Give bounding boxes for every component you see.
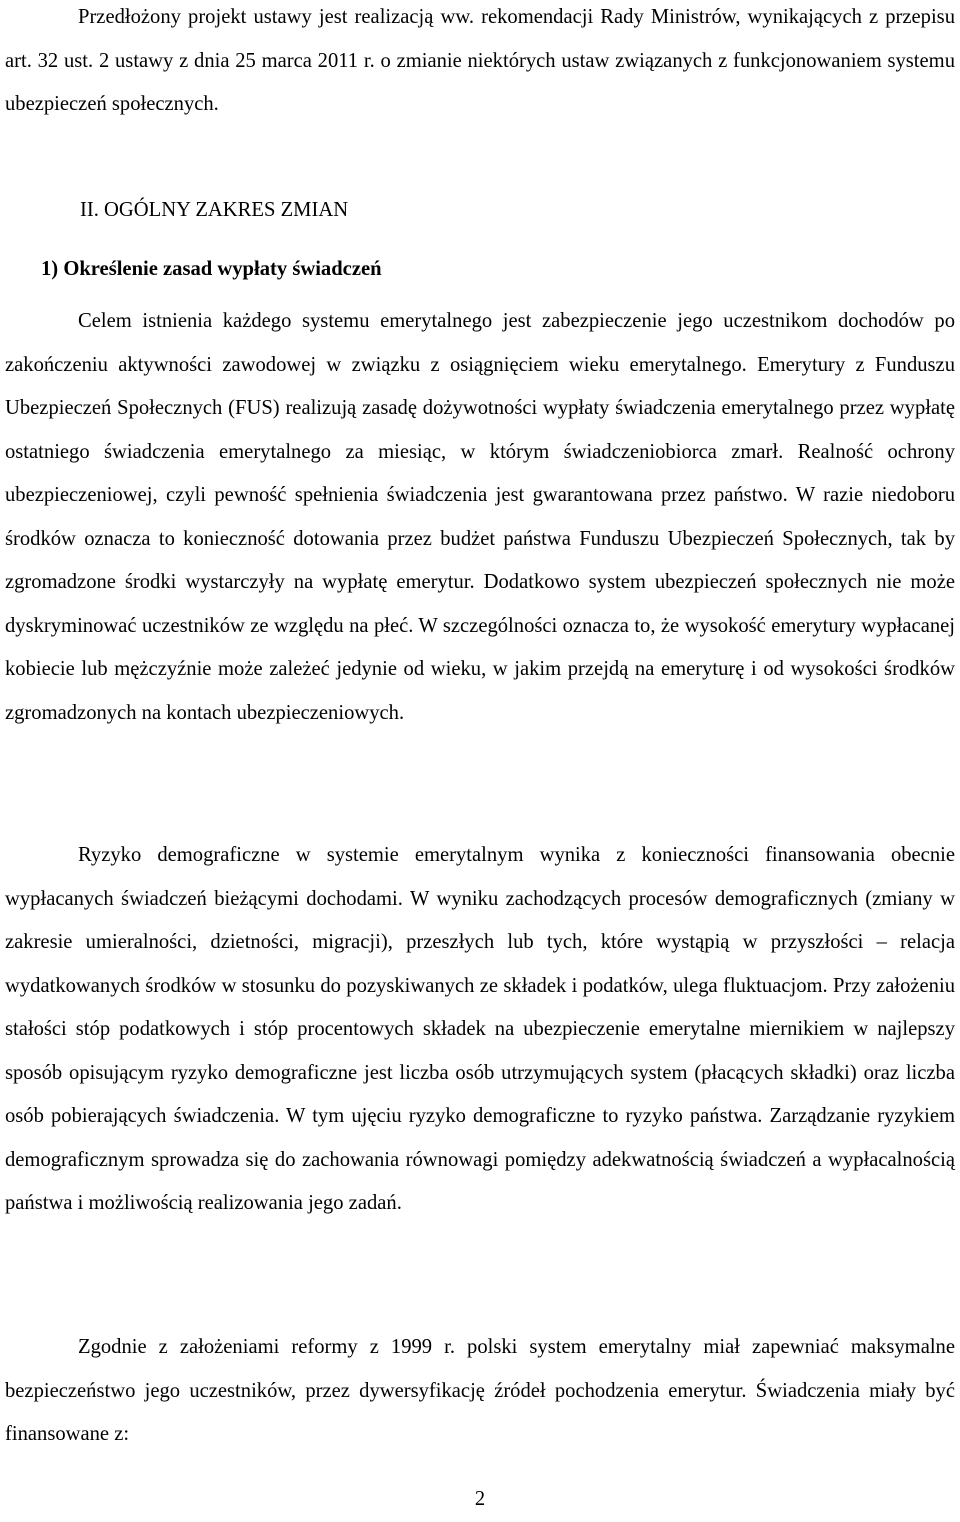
- subsection-number: 1): [41, 258, 59, 280]
- body-paragraph-1: Celem istnienia każdego systemu emerytalnego jest zabezpieczenie jego uczestnikom dochodów po zakończeniu aktywności zawodowej w związku z osiągnięciem wieku emerytalnego. Emerytury z Funduszu Ubezpieczeń Społecznych (FUS) realizują zasadę dożywotności wypłaty świadczenia emerytalnego przez wypłatę ostatniego świadczenia emerytalnego za miesiąc, w którym świadczeniobiorca zmarł. Realność ochrony ubezpieczeniowej, czyli pewność spełnienia świadczenia jest gwarantowana przez państwo. W razie niedoboru środków oznacza to konieczność dotowania przez budżet państwa Funduszu Ubezpieczeń Społecznych, tak by zgromadzone środki wystarczyły na wypłatę emerytur. Dodatkowo system ubezpieczeń społecznych nie może dyskryminować uczestników ze względu na płeć. W szczególności oznacza to, że wysokość emerytury wypłacanej kobiecie lub mężczyźnie może zależeć jedynie od wieku, w jakim przejdą na emeryturę i od wysokości środków zgromadzonych na kontach ubezpieczeniowych.: [5, 310, 955, 724]
- body-paragraph-2: Ryzyko demograficzne w systemie emerytalnym wynika z konieczności finansowania obecnie wypłacanych świadczeń bieżącymi dochodami. W wyniku zachodzących procesów demograficznych (zmiany w zakresie umieralności, dzietności, migracji), przeszłych lub tych, które wystąpią w przyszłości – relacja wydatkowanych środków w stosunku do pozyskiwanych ze składek i podatków, ulega fluktuacjom. Przy założeniu stałości stóp podatkowych i stóp procentowych składek na ubezpieczenie emerytalne miernikiem w najlepszy sposób opisującym ryzyko demograficzne jest liczba osób utrzymujących system (płacących składki) oraz liczba osób pobierających świadczenia. W tym ujęciu ryzyko demograficzne to ryzyko państwa. Zarządzanie ryzykiem demograficznym sprowadza się do zachowania równowagi pomiędzy adekwatnością świadczeń a wypłacalnością państwa i możliwością realizowania jego zadań.: [5, 844, 955, 1214]
- page-number: 2: [474, 1488, 486, 1510]
- subsection-title: Określenie zasad wypłaty świadczeń: [63, 258, 382, 280]
- section-heading: [80, 189, 348, 233]
- body-paragraph-3: Zgodnie z założeniami reformy z 1999 r. polski system emerytalny miał zapewniać maksymalne bezpieczeństwo jego uczestników, przez dywersyfikację źródeł pochodzenia emerytur. Świadczenia miały być finansowane z:: [5, 1336, 955, 1445]
- section-title: OGÓLNY ZAKRES ZMIAN: [104, 199, 349, 221]
- section-number: II.: [80, 199, 99, 221]
- subsection-heading: [41, 248, 382, 292]
- intro-paragraph: Przedłożony projekt ustawy jest realizacją ww. rekomendacji Rady Ministrów, wynikających z przepisu art. 32 ust. 2 ustawy z dnia 25 marca 2011 r. o zmianie niektórych ustaw związanych z funkcjonowaniem systemu ubezpieczeń społecznych.: [5, 6, 955, 115]
- document-page: [5, 0, 955, 1509]
